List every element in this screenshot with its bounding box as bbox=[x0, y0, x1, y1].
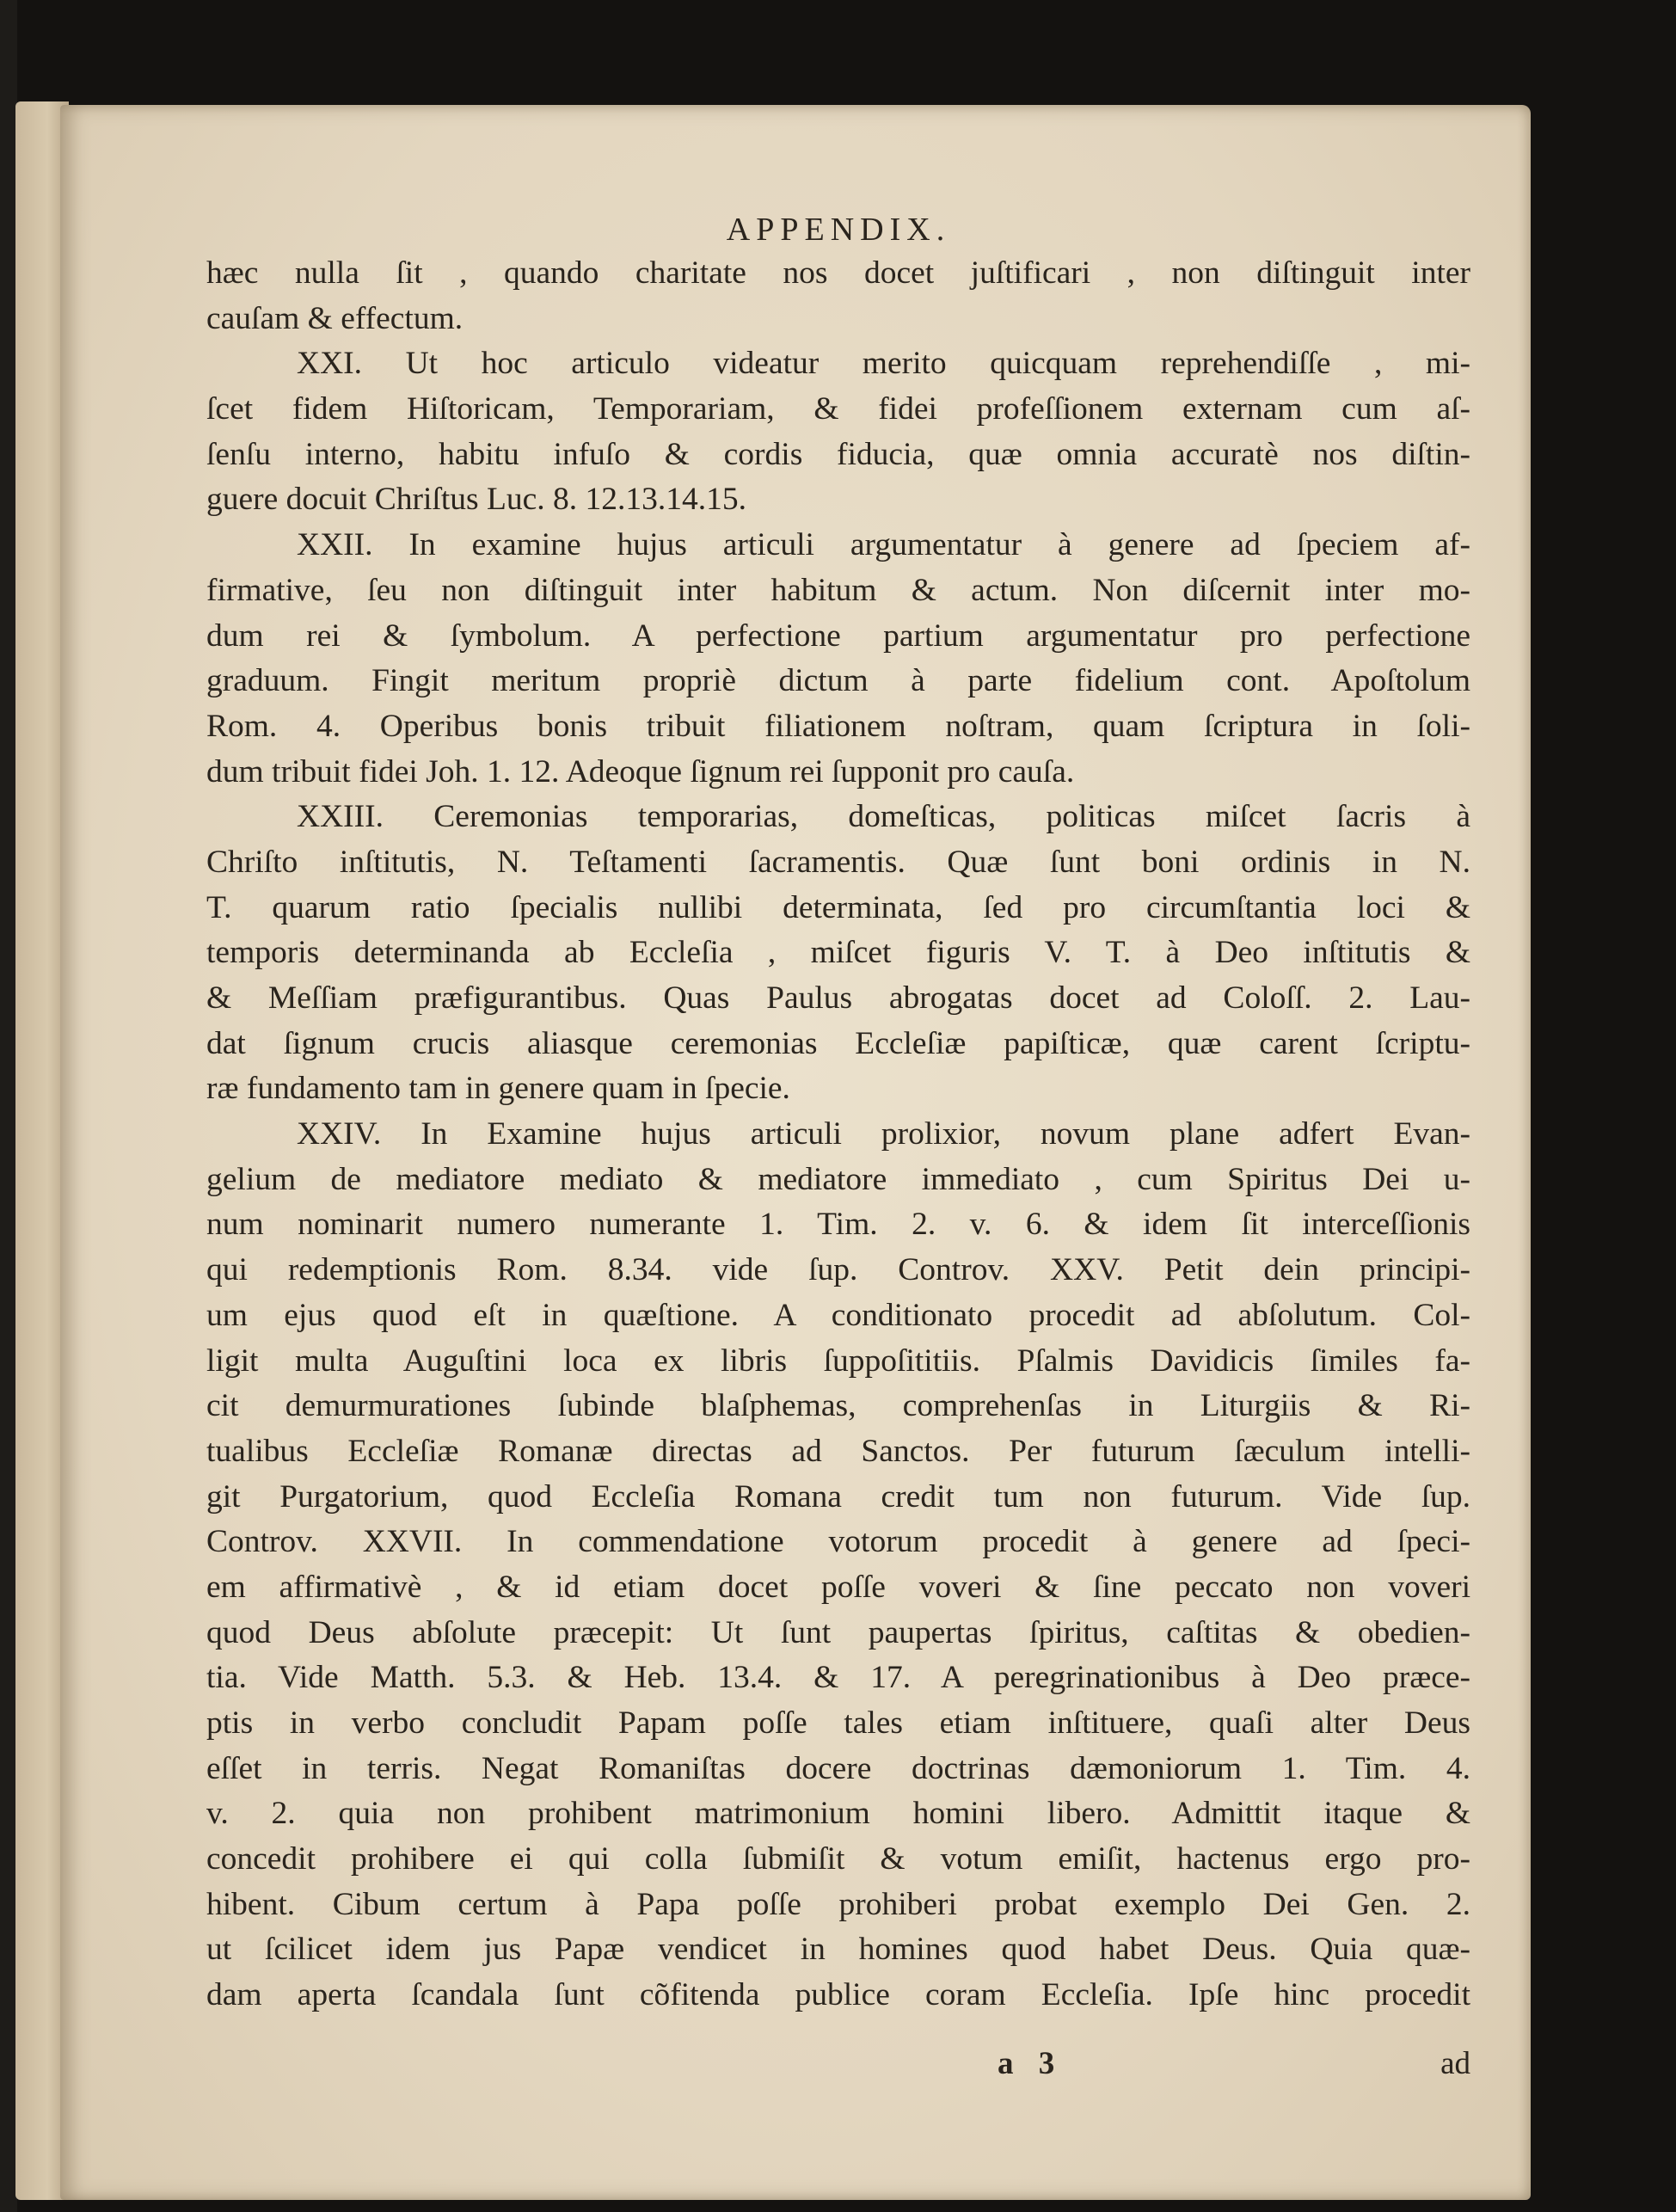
text-line: hæc nulla ſit , quando charitate nos docet juſtificari , non diſtinguit inter bbox=[206, 255, 1470, 291]
text-line: Rom. 4. Operibus bonis tribuit filiationem noſtram, quam ſcriptura in ſoli- bbox=[206, 708, 1470, 744]
text-line: tia. Vide Matth. 5.3. & Heb. 13.4. & 17. A peregrinationibus à Deo præce- bbox=[206, 1660, 1470, 1696]
text-line: cauſam & effectum. bbox=[206, 300, 464, 336]
text-line: dat ſignum crucis aliasque ceremonias Eccleſiæ papiſticæ, quæ carent ſcriptu- bbox=[206, 1025, 1470, 1061]
text-line: XXII. In examine hujus articuli argumentatur à genere ad ſpeciem af- bbox=[297, 527, 1470, 563]
text-line: um ejus quod eſt in quæſtione. A conditionato procedit ad abſolutum. Col- bbox=[206, 1297, 1470, 1333]
text-line: num nominarit numero numerante 1. Tim. 2. v. 6. & idem ſit interceſſionis bbox=[206, 1207, 1470, 1243]
page-footer bbox=[206, 2040, 1470, 2088]
text-line: em affirmativè , & id etiam docet poſſe voveri & ſine peccato non voveri bbox=[206, 1569, 1470, 1605]
signature-mark: a 3 bbox=[998, 2046, 1064, 2081]
text-line: cit demurmurationes ſubinde blaſphemas, comprehenſas in Liturgiis & Ri- bbox=[206, 1388, 1470, 1424]
text-line: concedit prohibere ei qui colla ſubmiſit & votum emiſit, hactenus ergo pro- bbox=[206, 1841, 1470, 1877]
text-line: dum tribuit fidei Joh. 1. 12. Adeoque ſignum rei ſupponit pro cauſa. bbox=[206, 753, 1075, 790]
catchword: ad bbox=[1440, 2046, 1470, 2081]
text-line: git Purgatorium, quod Eccleſia Romana credit tum non futurum. Vide ſup. bbox=[206, 1478, 1470, 1515]
text-line: ſenſu interno, habitu infuſo & cordis fiducia, quæ omnia accuratè nos diſtin- bbox=[206, 436, 1470, 472]
text-line: Controv. XXVII. In commendatione votorum procedit à genere ad ſpeci- bbox=[206, 1524, 1470, 1560]
text-line: guere docuit Chriſtus Luc. 8. 12.13.14.15. bbox=[206, 482, 747, 518]
text-line: qui redemptionis Rom. 8.34. vide ſup. Controv. XXV. Petit dein principi- bbox=[206, 1252, 1470, 1288]
text-line: tualibus Eccleſiæ Romanæ directas ad Sanctos. Per futurum ſæculum intelli- bbox=[206, 1433, 1470, 1469]
text-line: ligit multa Auguſtini loca ex libris ſuppoſititiis. Pſalmis Davidicis ſimiles fa- bbox=[206, 1343, 1470, 1379]
text-line: quod Deus abſolute præcepit: Ut ſunt paupertas ſpiritus, caſtitas & obedien- bbox=[206, 1614, 1470, 1650]
text-line: hibent. Cibum certum à Papa poſſe prohiberi probat exemplo Dei Gen. 2. bbox=[206, 1886, 1470, 1922]
text-line: T. quarum ratio ſpecialis nullibi determinata, ſed pro circumſtantia loci & bbox=[206, 889, 1470, 925]
text-line: dum rei & ſymbolum. A perfectione partium argumentatur pro perfectione bbox=[206, 618, 1470, 654]
book-spine bbox=[0, 0, 17, 2212]
body-text bbox=[206, 251, 1470, 2018]
text-line: v. 2. quia non prohibent matrimonium homini libero. Admittit itaque & bbox=[206, 1796, 1470, 1832]
text-line: ut ſcilicet idem jus Papæ vendicet in homines quod habet Deus. Quia quæ- bbox=[206, 1932, 1470, 1968]
text-line: dam aperta ſcandala ſunt cõfitenda publice coram Eccleſia. Ipſe hinc procedit bbox=[206, 1977, 1470, 2013]
text-line: ræ fundamento tam in genere quam in ſpecie. bbox=[206, 1071, 790, 1107]
text-line: Chriſto inſtitutis, N. Teſtamenti ſacramentis. Quæ ſunt boni ordinis in N. bbox=[206, 844, 1470, 880]
text-line: eſſet in terris. Negat Romaniſtas docere doctrinas dæmoniorum 1. Tim. 4. bbox=[206, 1750, 1470, 1786]
text-line: firmative, ſeu non diſtinguit inter habitum & actum. Non diſcernit inter mo- bbox=[206, 572, 1470, 608]
text-line: & Meſſiam præfigurantibus. Quas Paulus abrogatas docet ad Coloſſ. 2. Lau- bbox=[206, 980, 1470, 1016]
book-page bbox=[60, 105, 1531, 2200]
text-line: XXIII. Ceremonias temporarias, domeſticas, politicas miſcet ſacris à bbox=[297, 799, 1470, 835]
text-line: gelium de mediatore mediato & mediatore immediato , cum Spiritus Dei u- bbox=[206, 1161, 1470, 1197]
text-line: XXIV. In Examine hujus articuli prolixior, novum plane adfert Evan- bbox=[297, 1116, 1470, 1152]
text-line: temporis determinanda ab Eccleſia , miſcet figuris V. T. à Deo inſtitutis & bbox=[206, 935, 1470, 971]
text-line: ptis in verbo concludit Papam poſſe tales etiam inſtituere, quaſi alter Deus bbox=[206, 1705, 1470, 1741]
text-line: graduum. Fingit meritum propriè dictum à parte fidelium cont. Apoſtolum bbox=[206, 663, 1470, 699]
text-line: XXI. Ut hoc articulo videatur merito quicquam reprehendiſſe , mi- bbox=[297, 346, 1470, 382]
text-line: ſcet fidem Hiſtoricam, Temporariam, & fidei profeſſionem externam cum aſ- bbox=[206, 391, 1470, 427]
running-head: APPENDIX. bbox=[726, 212, 951, 248]
